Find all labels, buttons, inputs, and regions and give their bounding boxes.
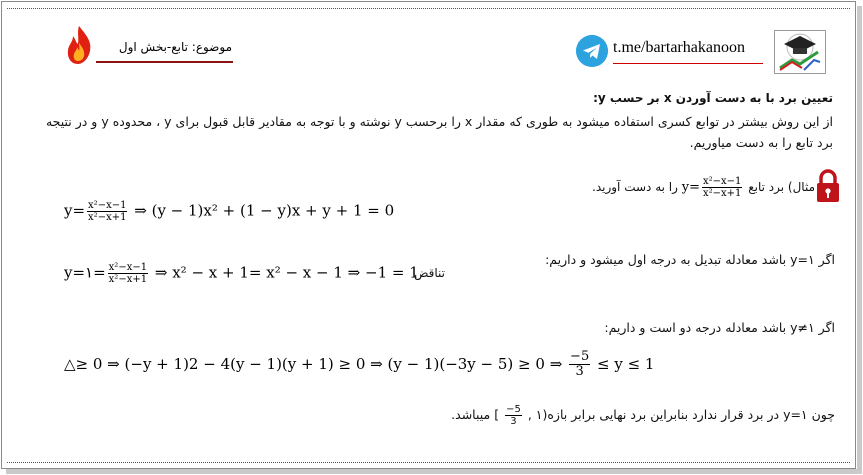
topic-underline — [96, 61, 233, 63]
conclusion-b: ] میباشد. — [451, 407, 500, 422]
example-prefix: مثال) برد تابع — [748, 180, 815, 194]
lock-icon — [815, 168, 841, 204]
eq2-rest: ⇒ x² − x + 1= x² − x − 1 ⇒ −1 = 1 — [154, 263, 419, 282]
conclusion-fraction — [505, 404, 522, 427]
eq2-frac-num: x²−x−1 — [108, 262, 148, 273]
eq3-frac-den: 3 — [575, 364, 584, 380]
eq1-frac-den: x²−x+1 — [88, 212, 127, 223]
example-frac-num: x²−x−1 — [702, 176, 742, 187]
example-y: y= — [681, 180, 700, 195]
case-y-not-1: اگر y≠۱ باشد معادله درجه دو است و داریم: — [604, 320, 835, 335]
eq2-fraction — [108, 262, 148, 285]
case-y-equals-1: اگر y=۱ باشد معادله تبدیل به درجه اول میشود و داریم: — [545, 252, 835, 267]
eq3-left: △≥ 0 ⇒ (−y + 1)2 − 4(y − 1)(y + 1) ≥ 0 ⇒ (y − 1)(−3y − 5) ≥ 0 ⇒ — [64, 354, 563, 373]
section-heading: تعیین برد با به دست آوردن x بر حسب y: — [593, 91, 833, 105]
paragraph-line-1: از این روش بیشتر در توابع کسری استفاده میشود به طوری که مقدار x را برحسب y نوشته و با توجه به مقادیر قابل قبول برای y ، محدوده y و در نتیجه — [45, 114, 833, 129]
equation-1 — [64, 200, 394, 223]
paragraph-line-2: برد تابع را به دست میاوریم. — [689, 135, 833, 150]
telegram-link-underline — [613, 63, 763, 64]
frame-shadow-bottom — [6, 469, 862, 474]
eq3-fraction — [569, 350, 590, 380]
eq3-right: ≤ y ≤ 1 — [597, 354, 655, 373]
eq2-frac-den: x²−x+1 — [108, 274, 148, 285]
conclusion-frac-den: 3 — [510, 416, 517, 427]
equation-3 — [64, 350, 654, 380]
eq1-y: y= — [64, 201, 86, 220]
fire-icon — [64, 25, 94, 65]
bottom-dotted-border — [7, 462, 850, 463]
conclusion-frac-num: −5 — [506, 404, 521, 415]
eq1-frac-num: x²−x−1 — [88, 200, 127, 211]
example-function — [682, 176, 745, 199]
frame-shadow-right — [857, 6, 862, 472]
example-frac-den: x²−x+1 — [702, 188, 742, 199]
top-dotted-border — [7, 8, 850, 9]
eq1-fraction — [87, 200, 127, 223]
equation-2 — [64, 262, 419, 285]
conclusion — [451, 404, 835, 427]
topic-title: موضوع: تابع-بخش اول — [118, 40, 232, 54]
telegram-icon[interactable] — [576, 35, 608, 67]
eq1-rest: ⇒ (y − 1)x² + (1 − y)x + y + 1 = 0 — [134, 201, 395, 220]
graduation-logo-icon — [774, 30, 826, 74]
conclusion-a: چون y=۱ در برد قرار ندارد بنابراین برد نهایی برابر بازه(۱ , — [527, 407, 835, 422]
telegram-link[interactable]: t.me/bartarhakanoon — [613, 39, 745, 56]
example-suffix: را به دست آورید. — [592, 180, 678, 194]
contradiction-label: تناقض — [413, 266, 445, 280]
eq2-lead: y=۱= — [64, 263, 106, 282]
eq3-frac-num: −5 — [570, 349, 590, 364]
example-statement — [592, 176, 815, 199]
page-frame — [1, 1, 856, 469]
example-fraction — [702, 176, 742, 199]
